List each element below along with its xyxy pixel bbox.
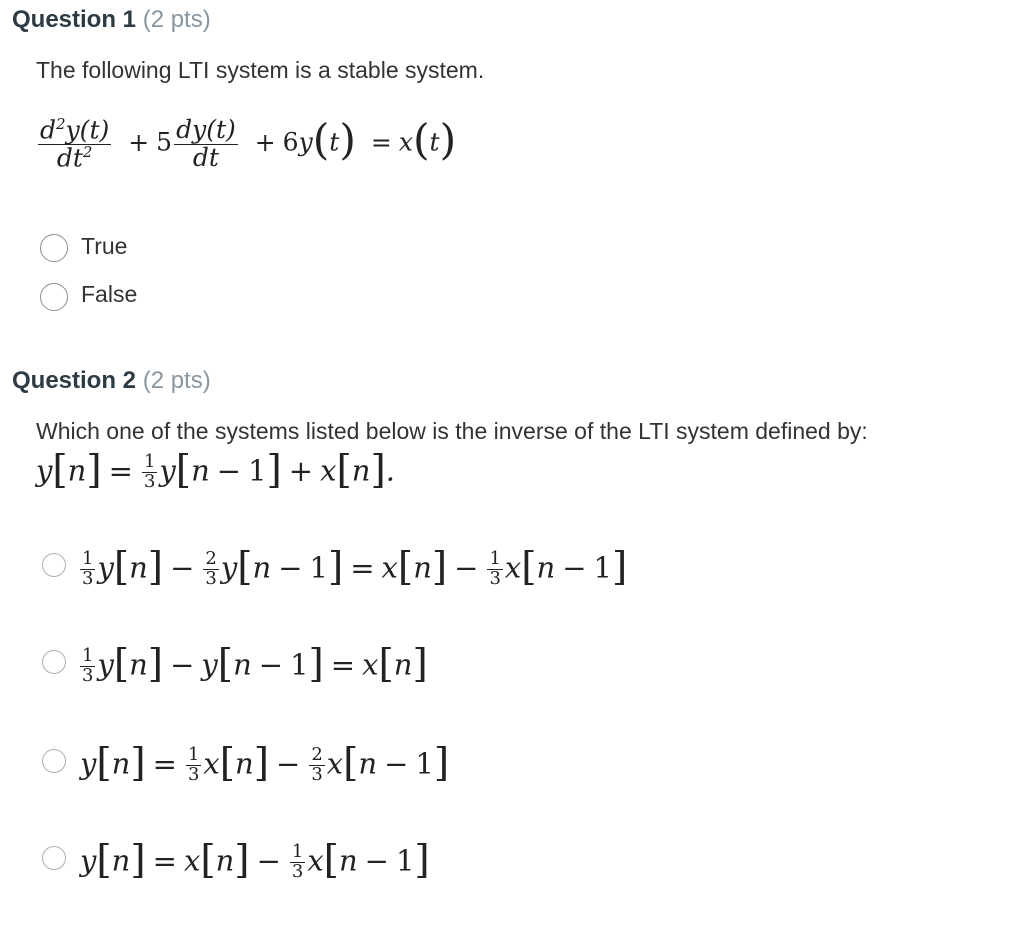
radio-true[interactable]: [40, 234, 68, 262]
question-1-title: [12, 6, 211, 34]
equation-lti-system: y[n] = $\frac{1}{3}$ y[n − 1] + x[n].: [36, 448, 395, 493]
equation-differential: $\frac{d^2y(t)}{dt^2}$ + 5 $\frac{dy(t)}{dt}$ + 6y(t) = x(t): [40, 115, 457, 172]
radio-false[interactable]: [40, 283, 68, 311]
question-title-text: Question 1: [12, 6, 137, 33]
question-1-text: The following LTI system is a stable system.: [36, 57, 485, 83]
radio-option-b[interactable]: [42, 650, 66, 674]
question-title-text: Question 2: [12, 367, 137, 394]
radio-option-d[interactable]: [42, 846, 66, 870]
points-label: (2 pts): [142, 367, 211, 394]
question-2-text: Which one of the systems listed below is the inverse of the LTI system defined by:: [36, 418, 868, 444]
option-true-label: True: [81, 233, 128, 259]
question-2-title: [12, 367, 211, 395]
points-label: (2 pts): [142, 6, 211, 33]
option-b-equation: $\frac{1}{3}$ y[n] − y[n − 1] = x[n]: [82, 642, 428, 687]
radio-option-c[interactable]: [42, 749, 66, 773]
option-c-equation: y[n] = $\frac{1}{3}$ x[n] − $\frac{2}{3}$ x[n − 1]: [80, 741, 450, 786]
option-a-equation: $\frac{1}{3}$ y[n] − $\frac{2}{3}$ y[n − 1] = x[n] − $\frac{1}{3}$ x[n − 1]: [82, 545, 628, 590]
radio-option-a[interactable]: [42, 553, 66, 577]
option-false-label: False: [81, 281, 138, 307]
option-d-equation: y[n] = x[n] − $\frac{1}{3}$ x[n − 1]: [80, 838, 430, 883]
